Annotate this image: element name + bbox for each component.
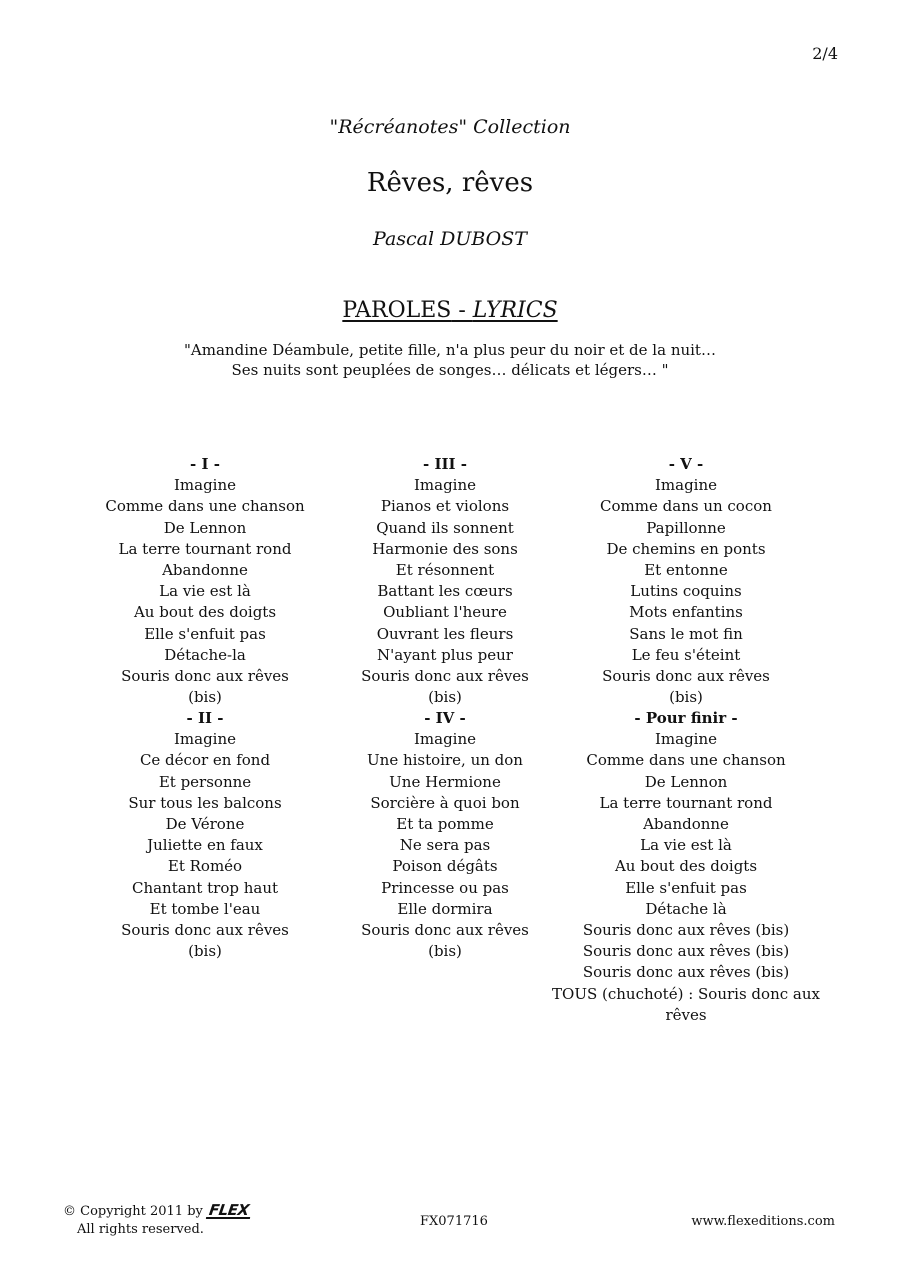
lyric-line: Le feu s'éteint: [631, 645, 741, 664]
lyric-line: Et personne: [158, 772, 252, 791]
lyric-line: Papillonne: [646, 518, 726, 537]
lyric-line: Mots enfantins: [629, 603, 743, 622]
lyric-line: Battant les cœurs: [377, 582, 513, 601]
lyrics-heading-sep: -: [451, 298, 473, 323]
lyric-line: La terre tournant rond: [599, 793, 773, 812]
copyright: [63, 1203, 251, 1239]
intro-quote: [0, 340, 900, 380]
lyric-line: Et Roméo: [167, 857, 243, 876]
lyric-line: Princesse ou pas: [381, 878, 509, 897]
lyric-line: Comme dans une chanson: [105, 497, 305, 516]
rights-text: All rights reserved.: [77, 1222, 204, 1237]
lyric-line: Chantant trop haut: [131, 878, 279, 897]
lyric-line: Sorcière à quoi bon: [370, 793, 520, 812]
lyric-line: Souris donc aux rêves (bis): [602, 667, 770, 707]
copyright-text: © Copyright 2011 by: [63, 1204, 203, 1219]
lyric-line: De chemins en ponts: [606, 539, 766, 558]
lyric-line: Souris donc aux rêves (bis): [121, 667, 289, 707]
lyric-line: De Lennon: [163, 518, 247, 537]
lyric-line: Une Hermione: [389, 772, 501, 791]
lyric-line: Elle s'enfuit pas: [144, 624, 266, 643]
collection-name: "Récréanotes" Collection: [329, 116, 571, 138]
flex-logo: FLEX: [207, 1201, 251, 1219]
lyric-line: Imagine: [413, 476, 477, 495]
lyric-line: Ne sera pas: [399, 836, 491, 855]
song-title: Rêves, rêves: [366, 168, 534, 198]
verse-title: - IV -: [424, 709, 466, 727]
lyric-line: Sur tous les balcons: [128, 793, 282, 812]
lyric-line: Imagine: [173, 730, 237, 749]
lyric-line: Imagine: [173, 476, 237, 495]
intro-line: Ses nuits sont peuplées de songes… délicats et légers… ": [231, 361, 669, 379]
lyric-line: Ouvrant les fleurs: [376, 624, 514, 643]
lyric-line: Sans le mot fin: [629, 624, 743, 643]
lyric-line: Elle dormira: [397, 899, 493, 918]
lyric-line: Au bout des doigts: [133, 603, 277, 622]
verse-title: - II -: [186, 709, 224, 727]
lyric-line: Au bout des doigts: [614, 857, 758, 876]
page-number: 2/4: [812, 44, 838, 63]
verse-title: - Pour finir -: [634, 709, 738, 727]
lyric-line: Juliette en faux: [147, 836, 263, 855]
lyric-line: Poison dégâts: [392, 857, 498, 876]
lyric-line: Abandonne: [162, 561, 248, 580]
lyric-line: Comme dans un cocon: [600, 497, 772, 516]
lyric-line: TOUS (chuchoté) : Souris donc aux rêves: [552, 984, 820, 1024]
verse-3: [345, 454, 545, 708]
lyric-line: Imagine: [654, 730, 718, 749]
verse-final: [536, 708, 836, 1026]
verse-title: - III -: [423, 455, 467, 473]
lyric-line: La vie est là: [640, 836, 732, 855]
lyric-line: Comme dans une chanson: [586, 751, 786, 770]
verse-title: - I -: [190, 455, 220, 473]
verse-2: [105, 708, 305, 962]
lyric-line: Souris donc aux rêves (bis): [361, 921, 529, 961]
lyric-line: Pianos et violons: [380, 497, 510, 516]
lyric-line: Détache là: [645, 899, 727, 918]
lyric-line: Oubliant l'heure: [383, 603, 507, 622]
reference-code: FX071716: [420, 1214, 488, 1229]
verse-1: [105, 454, 305, 708]
lyric-line: Une histoire, un don: [367, 751, 523, 770]
lyric-line: Lutins coquins: [630, 582, 742, 601]
lyric-line: La terre tournant rond: [118, 539, 292, 558]
lyric-line: Imagine: [413, 730, 477, 749]
lyric-line: Harmonie des sons: [372, 539, 518, 558]
lyric-line: Elle s'enfuit pas: [625, 878, 747, 897]
lyric-line: Et entonne: [644, 561, 728, 580]
lyric-line: Souris donc aux rêves (bis): [361, 667, 529, 707]
lyric-line: Et résonnent: [395, 561, 495, 580]
lyrics-heading-italic: LYRICS: [472, 298, 558, 323]
lyric-line: Souris donc aux rêves (bis): [582, 942, 790, 961]
lyric-line: Souris donc aux rêves (bis): [121, 921, 289, 961]
lyric-line: Et tombe l'eau: [149, 899, 261, 918]
lyric-line: Détache-la: [164, 645, 246, 664]
verse-title: - V -: [668, 455, 704, 473]
website-url: www.flexeditions.com: [691, 1214, 835, 1229]
lyric-line: Imagine: [654, 476, 718, 495]
verse-5: [586, 454, 786, 708]
lyric-line: Ce décor en fond: [139, 751, 271, 770]
lyric-line: Et ta pomme: [396, 815, 494, 834]
lyric-line: La vie est là: [159, 582, 251, 601]
composer-name: Pascal DUBOST: [373, 228, 527, 250]
lyric-line: Souris donc aux rêves (bis): [582, 921, 790, 940]
lyric-line: Abandonne: [643, 815, 729, 834]
lyric-line: De Vérone: [165, 815, 245, 834]
lyric-line: N'ayant plus peur: [377, 645, 513, 664]
intro-line: "Amandine Déambule, petite fille, n'a plus peur du noir et de la nuit…: [184, 341, 716, 359]
lyrics-heading: [0, 298, 900, 323]
lyric-line: Souris donc aux rêves (bis): [582, 963, 790, 982]
lyric-line: De Lennon: [644, 772, 728, 791]
lyrics-heading-main: PAROLES: [342, 298, 452, 323]
lyric-line: Quand ils sonnent: [376, 518, 514, 537]
verse-4: [345, 708, 545, 962]
